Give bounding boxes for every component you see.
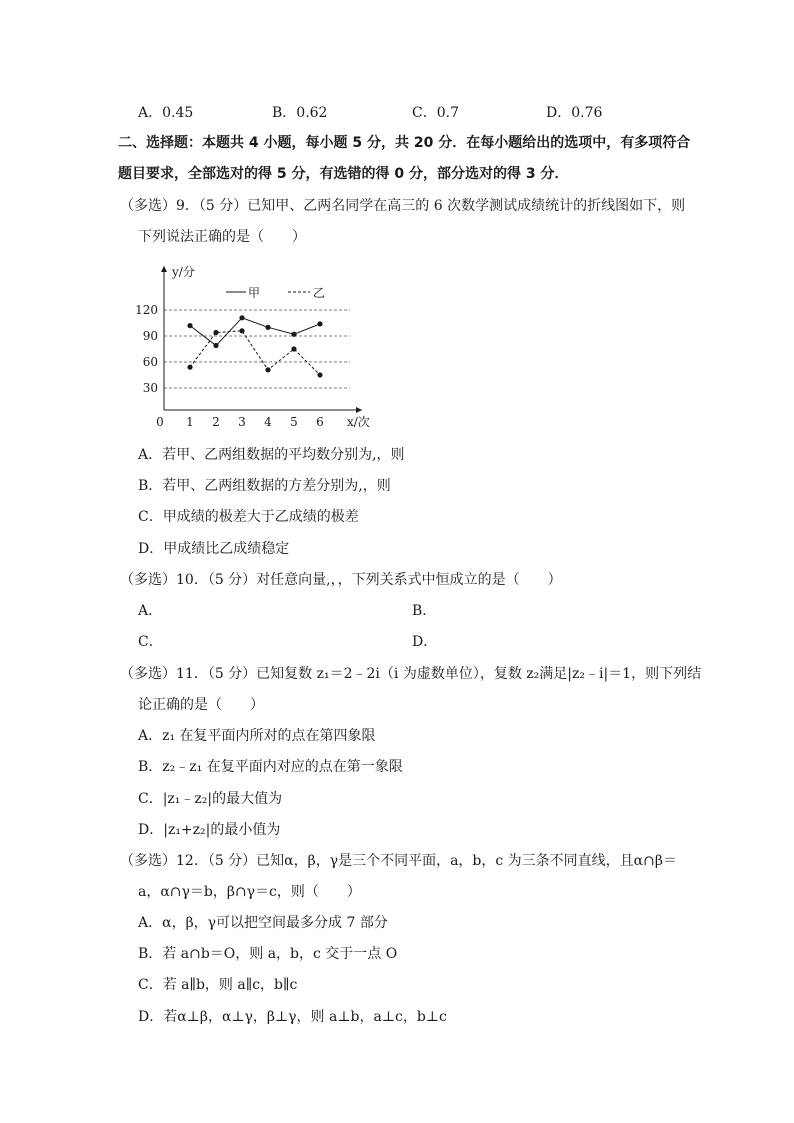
data-point-jia [239,315,244,320]
x-tick-label: 2 [212,415,220,429]
option-d: D．0.76 [546,105,603,121]
section-heading-line1: 二、选择题：本题共 4 小题，每小题 5 分，共 20 分．在每小题给出的选项中，有多项符合 [118,135,691,151]
section-heading-line2: 题目要求，全部选对的得 5 分，有选错的得 0 分，部分选对的得 3 分． [118,166,569,182]
origin-label: 0 [156,415,164,429]
q11-stem-line1: （多选）11．（5 分）已知复数 z₁＝2﹣2i（i 为虚数单位），复数 z₂满足|z₂﹣i|＝1，则下列结 [120,666,702,682]
q9-line-chart [135,258,390,430]
y-tick-label: 120 [135,303,158,317]
y-tick-label: 30 [142,381,158,395]
q11-option-d: D．|z₁+z₂|的最小值为 [138,822,281,838]
q9-stem-line1: （多选）9．（5 分）已知甲、乙两名同学在高三的 6 次数学测试成绩统计的折线图如下，则 [120,198,686,214]
data-point-yi [291,346,296,351]
q12-option-d: D．若α⊥β，α⊥γ，β⊥γ，则 a⊥b，a⊥c，b⊥c [138,1009,447,1025]
y-tick-label: 60 [142,355,158,369]
data-point-jia [317,321,322,326]
legend-jia-label: 甲 [248,286,261,300]
q11-option-c: C．|z₁﹣z₂|的最大值为 [138,791,283,807]
data-point-yi [239,328,244,333]
q9-option-a: A．若甲、乙两组数据的平均数分别为,，则 [138,447,405,463]
q10-option-d: D． [412,634,438,650]
option-b: B．0.62 [272,105,328,121]
data-point-jia [213,343,218,348]
x-tick-label: 5 [290,415,298,429]
q11-stem-line2: 论正确的是（ ） [138,697,264,713]
q9-option-c: C．甲成绩的极差大于乙成绩的极差 [138,509,359,525]
q9-stem-line2: 下列说法正确的是（ ） [138,229,306,245]
data-point-jia [265,325,270,330]
data-point-yi [317,372,322,377]
q10-option-a: A． [138,603,163,619]
y-axis-label: y/分 [172,265,195,279]
x-tick-label: 4 [264,415,272,429]
q9-option-d: D．甲成绩比乙成绩稳定 [138,541,290,557]
q9-option-b: B．若甲、乙两组数据的方差分别为,，则 [138,478,391,494]
option-a: A．0.45 [138,105,194,121]
q12-option-a: A．α，β，γ可以把空间最多分成 7 部分 [138,915,388,931]
x-axis-label: x/次 [347,415,370,429]
data-point-jia [187,323,192,328]
series-line-yi [190,331,320,375]
q12-option-b: B．若 a∩b＝O，则 a，b，c 交于一点 O [138,946,398,962]
y-tick-label: 90 [142,329,158,343]
q11-option-a: A．z₁ 在复平面内所对的点在第四象限 [138,728,376,744]
q12-option-c: C．若 a∥b，则 a∥c，b∥c [138,977,298,993]
q12-stem-line1: （多选）12．（5 分）已知α，β，γ是三个不同平面，a，b，c 为三条不同直线，且α∩β＝ [120,853,677,869]
q10-stem: （多选）10．（5 分）对任意向量,，，下列关系式中恒成立的是（ ） [120,572,562,588]
q10-option-b: B． [412,603,437,619]
legend-yi-label: 乙 [313,286,326,300]
data-point-yi [213,330,218,335]
q12-stem-line2: a，α∩γ＝b，β∩γ＝c，则（ ） [138,884,361,900]
x-tick-label: 6 [316,415,324,429]
data-point-yi [187,365,192,370]
x-tick-label: 1 [186,415,194,429]
data-point-jia [291,332,296,337]
data-point-yi [265,367,270,372]
q11-option-b: B．z₂﹣z₁ 在复平面内对应的点在第一象限 [138,759,403,775]
x-tick-label: 3 [238,415,246,429]
q10-option-c: C． [138,634,163,650]
option-c: C．0.7 [412,105,459,121]
